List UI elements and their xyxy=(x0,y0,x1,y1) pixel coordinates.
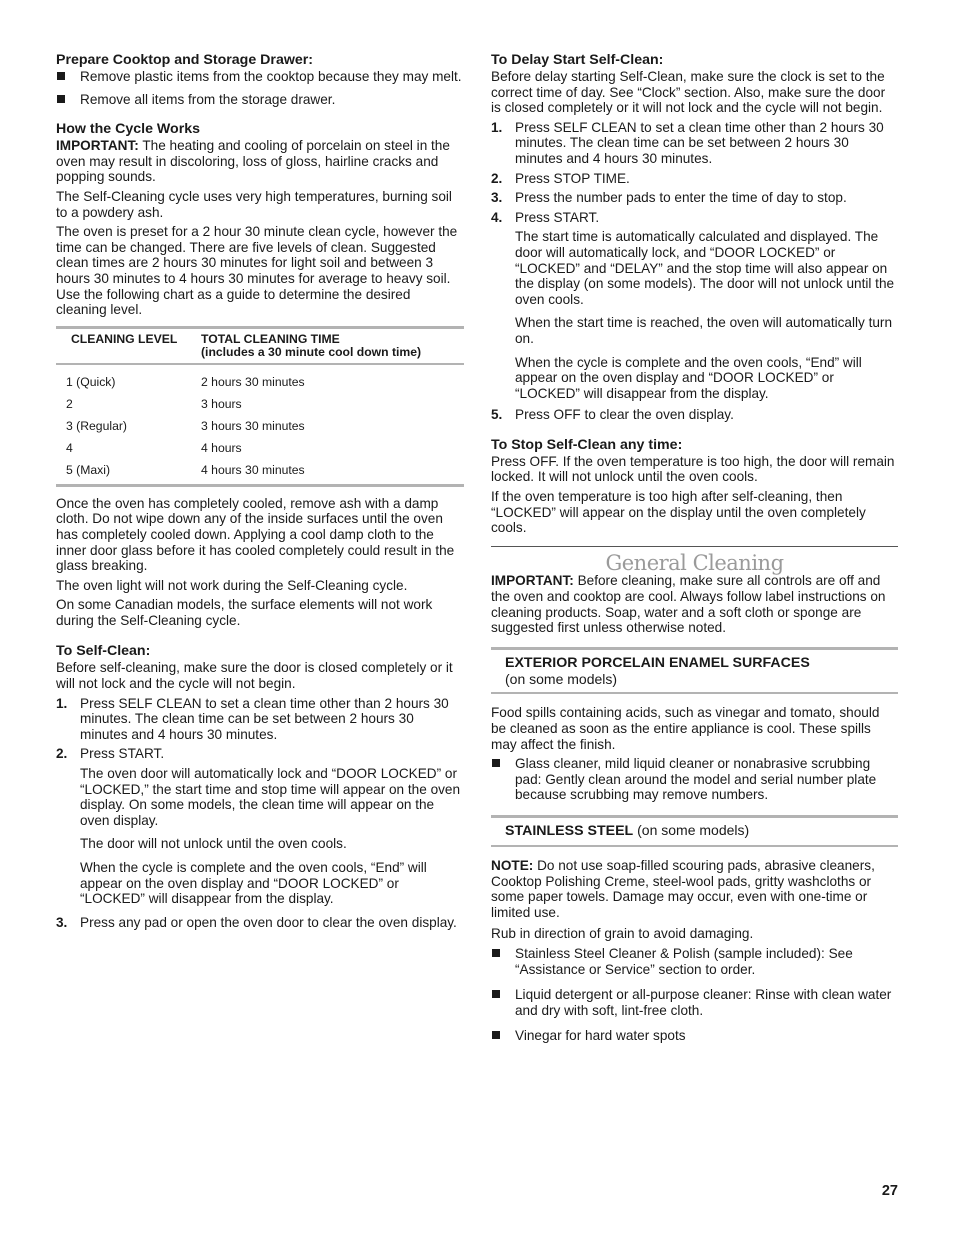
important-text: Before cleaning, make sure all controls are off and the oven and cooktop are cool. Always follow label instructions on cleaning products. Soap, water and a soft cloth or sponge are suggested first unless otherwise noted. xyxy=(491,573,886,636)
page-number: 27 xyxy=(881,1183,898,1199)
step-paragraph: When the cycle is complete and the oven cools, “End” will appear on the oven display and “DOOR LOCKED” or “LOCKED” will disappear from the display. xyxy=(515,354,862,401)
table-row xyxy=(56,372,464,394)
table-cell: 3 hours 30 minutes xyxy=(201,418,305,433)
step-2 xyxy=(56,746,464,762)
table-row xyxy=(56,416,464,438)
step-text: Press OFF to clear the oven display. xyxy=(515,407,734,423)
col-total-title: TOTAL CLEANING TIME xyxy=(201,331,340,346)
step-text: Press START. xyxy=(80,746,165,762)
step-text: Press SELF CLEAN to set a clean time other than 2 hours 30 minutes. The clean time can be set between 2 hours 30 minutes and 4 hours 30 minutes. xyxy=(80,695,449,742)
step-text: Press STOP TIME. xyxy=(515,170,630,186)
paragraph: Once the oven has completely cooled, remove ash with a damp cloth. Do not wipe down any of the inside surfaces until the oven has completely cooled down. Applying a cool damp cloth to the inner door glass before it has cooled completely could result in the glass breaking. xyxy=(56,495,455,574)
cycle-heading: How the Cycle Works xyxy=(56,121,201,138)
list-item: Liquid detergent or all-purpose cleaner: Rinse with clean water and dry with soft, lint-free cloth. xyxy=(491,987,898,1018)
table-cell: 1 (Quick) xyxy=(66,374,116,389)
list-item: Stainless Steel Cleaner & Polish (sample included): See “Assistance or Service” section to order. xyxy=(491,946,898,977)
table-row xyxy=(56,438,464,460)
list-item: Glass cleaner, mild liquid cleaner or nonabrasive scrubbing pad: Gently clean around the model and serial number plate because scrubbing may remove numbers. xyxy=(491,756,898,803)
exterior-title: EXTERIOR PORCELAIN ENAMEL SURFACES xyxy=(505,654,810,671)
table-cell: 2 xyxy=(66,396,73,411)
stainless-subtitle: (on some models) xyxy=(633,821,750,838)
step-number: 1. xyxy=(56,695,68,711)
table-row xyxy=(56,460,464,486)
table-cell: 4 hours 30 minutes xyxy=(201,462,305,477)
table-row xyxy=(56,394,464,416)
table-cell: 3 hours xyxy=(201,396,242,411)
step-number: 3. xyxy=(56,914,68,930)
delay-step-2 xyxy=(491,171,898,187)
important-label: IMPORTANT: xyxy=(56,138,139,154)
delay-heading: To Delay Start Self-Clean: xyxy=(491,52,664,68)
col-total-cleaning-time xyxy=(191,327,464,364)
step-number: 3. xyxy=(491,190,503,206)
step-number: 4. xyxy=(491,209,503,225)
table-cell: 4 xyxy=(66,440,73,455)
step-paragraph: When the cycle is complete and the oven cools, “End” will appear on the oven display and “DOOR LOCKED” or “LOCKED” will disappear from the display. xyxy=(80,860,427,907)
stop-heading: To Stop Self-Clean any time: xyxy=(491,436,683,453)
note-text: Do not use soap-filled scouring pads, abrasive cleaners, Cooktop Polishing Creme, steel-wool pads, gritty washcloths or some paper towels. Damage may occur, even with one-time or limited use. xyxy=(491,857,875,920)
step-text: Press the number pads to enter the time of day to stop. xyxy=(515,190,847,206)
delay-step-1 xyxy=(491,120,898,167)
table-header-row xyxy=(56,327,464,364)
step-paragraph: When the start time is reached, the oven will automatically turn on. xyxy=(515,315,893,346)
paragraph: Before self-cleaning, make sure the door is closed completely or it will not lock and the cycle will not begin. xyxy=(56,660,453,692)
table-cell: 4 hours xyxy=(201,440,242,455)
prep-heading: Prepare Cooktop and Storage Drawer: xyxy=(56,52,314,68)
list-item: Remove plastic items from the cooktop because they may melt. xyxy=(56,69,464,85)
step-number: 2. xyxy=(56,746,68,762)
paragraph: If the oven temperature is too high after self-cleaning, then “LOCKED” will appear on the display until the oven completely cools. xyxy=(491,489,866,536)
step-text: Press START. xyxy=(515,209,600,225)
exterior-subtitle: (on some models) xyxy=(505,670,618,687)
right-column xyxy=(491,52,898,1048)
delay-step-4 xyxy=(491,210,898,226)
step-text: Press SELF CLEAN to set a clean time other than 2 hours 30 minutes. The clean time can be set between 2 hours 30 minutes and 4 hours 30 minutes. xyxy=(515,119,884,166)
step-number: 5. xyxy=(491,407,503,423)
col-total-subtitle: (includes a 30 minute cool down time) xyxy=(201,344,422,359)
table-cell: 5 (Maxi) xyxy=(66,462,111,477)
stainless-title: STAINLESS STEEL xyxy=(505,822,634,839)
step-text: Press any pad or open the oven door to clear the oven display. xyxy=(80,914,457,930)
step-number: 2. xyxy=(491,170,503,186)
paragraph: Food spills containing acids, such as vinegar and tomato, should be cleaned as soon as the entire appliance is cool. These spills may affect the finish. xyxy=(491,705,880,752)
stainless-steel-header xyxy=(491,815,898,847)
paragraph: The Self-Cleaning cycle uses very high temperatures, burning soil to a powdery ash. xyxy=(56,188,452,220)
step-paragraph: The oven door will automatically lock and “DOOR LOCKED” or “LOCKED,” the start time and stop time will appear on the oven display. On some models, the clean time will appear on the oven display. xyxy=(80,766,461,828)
exterior-porcelain-header xyxy=(491,647,898,695)
table-cell: 2 hours 30 minutes xyxy=(201,374,305,389)
list-item: Vinegar for hard water spots xyxy=(491,1028,898,1044)
col-cleaning-level: CLEANING LEVEL xyxy=(71,331,178,346)
step-paragraph: The start time is automatically calculated and displayed. The door will automatically lock, and “DOOR LOCKED” or “LOCKED” and “DELAY” and the stop time will also appear on the display (on some models). The door will not unlock until the oven cools. xyxy=(515,229,895,307)
important-text: The heating and cooling of porcelain on steel in the oven may result in discoloring, loss of gloss, hairline cracks and popping sounds. xyxy=(56,138,450,185)
delay-step-5 xyxy=(491,407,898,423)
paragraph: Press OFF. If the oven temperature is too high, the door will remain locked. It will not unlock until the oven cools. xyxy=(491,453,895,485)
left-column xyxy=(56,52,464,934)
selfclean-heading: To Self-Clean: xyxy=(56,643,151,660)
paragraph: On some Canadian models, the surface elements will not work during the Self-Cleaning cycle. xyxy=(56,597,433,628)
note-label: NOTE: xyxy=(491,857,534,873)
general-important-paragraph xyxy=(491,573,898,635)
important-label: IMPORTANT: xyxy=(491,573,574,589)
list-item: Remove all items from the storage drawer. xyxy=(56,92,464,108)
table-cell: 3 (Regular) xyxy=(66,418,127,433)
step-paragraph: The door will not unlock until the oven cools. xyxy=(80,836,347,852)
delay-step-3 xyxy=(491,190,898,206)
step-3 xyxy=(56,915,464,931)
step-1 xyxy=(56,696,464,743)
paragraph: The oven is preset for a 2 hour 30 minute clean cycle, however the time can be changed. There are five levels of clean. Suggested clean times are 2 hours 30 minutes for light soil and between 3 hours 30 minutes to 4 hours 30 minutes for average to heavy soil. Use the following chart as a guide to determine the desired cleaning level. xyxy=(56,224,458,318)
general-cleaning-title: General Cleaning xyxy=(605,550,784,575)
paragraph: Before delay starting Self-Clean, make sure the clock is set to the correct time of day. See “Clock” section. Also, make sure the door is closed completely or it will not lock and the cycle will not begin. xyxy=(491,69,886,116)
paragraph: The oven light will not work during the Self-Cleaning cycle. xyxy=(56,577,408,593)
paragraph: Rub in direction of grain to avoid damaging. xyxy=(491,926,754,942)
cleaning-level-table xyxy=(56,326,464,487)
section-divider xyxy=(491,546,898,547)
important-paragraph xyxy=(56,138,464,185)
note-paragraph xyxy=(491,858,898,920)
step-number: 1. xyxy=(491,119,503,135)
